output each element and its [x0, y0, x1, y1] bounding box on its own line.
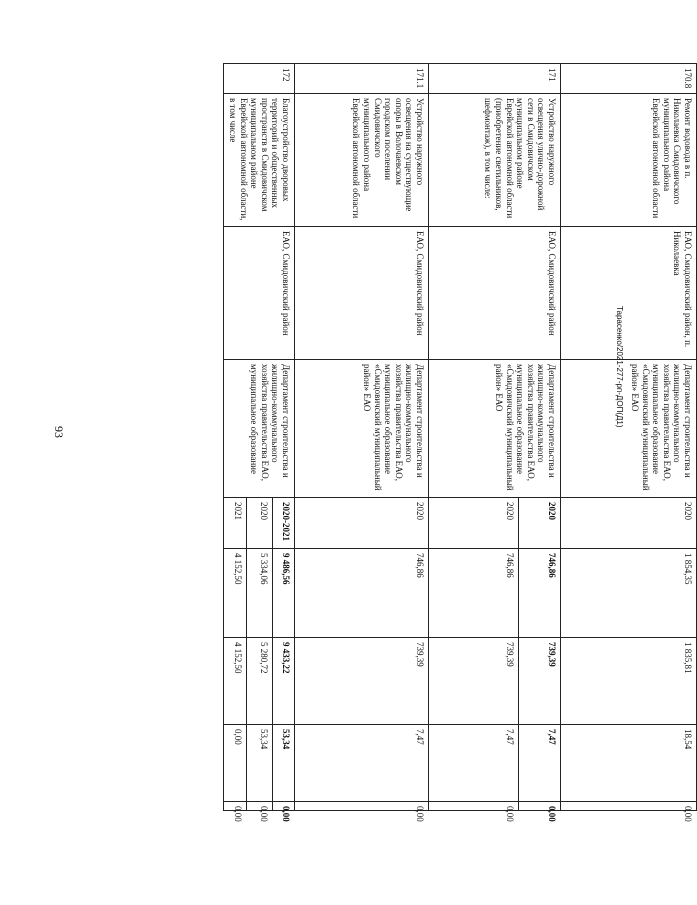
- page-number: 93: [52, 426, 66, 438]
- total-amount: 4 152,50: [224, 549, 246, 638]
- federal-amount: 739,39: [519, 638, 561, 725]
- local-amount: 0,00: [224, 802, 246, 811]
- table-row: [519, 64, 561, 811]
- federal-amount: 4 152,50: [224, 638, 246, 725]
- row-number: 171.1: [295, 64, 429, 94]
- project-years: 2020: [519, 498, 561, 549]
- row-number: 172: [224, 64, 295, 94]
- project-years: 2020: [295, 498, 429, 549]
- table-row: [295, 64, 429, 811]
- project-executor: Департамент строительства и жилищно-коммунального хозяйства правительства ЕАО, муниципальное образование: [224, 360, 295, 498]
- total-amount: 746,86: [429, 549, 519, 638]
- project-years: 2020: [429, 498, 519, 549]
- table-row: [561, 64, 697, 811]
- regional-amount: 53,34: [246, 725, 272, 802]
- project-years: 2020-2021: [272, 498, 294, 549]
- federal-amount: 9 433,22: [272, 638, 294, 725]
- local-amount: 0,00: [429, 802, 519, 811]
- project-location: ЕАО, Смидовичский район: [224, 227, 295, 360]
- total-amount: 5 334,06: [246, 549, 272, 638]
- local-amount: 0,00: [295, 802, 429, 811]
- total-amount: 9 486,56: [272, 549, 294, 638]
- project-years: 2021: [224, 498, 246, 549]
- project-name: Устройство наружного освещения на существующие опоры в Волочаевском городском поселении Смидовичского муниципального района Еврейской автономной области: [295, 94, 429, 227]
- regional-amount: 7,47: [295, 725, 429, 802]
- project-executor: Департамент строительства и жилищно-коммунального хозяйства правительства ЕАО, муниципальное образование «Смидовичский муниципальный район» ЕАО: [561, 360, 697, 498]
- project-name: Устройство наружного освещения улично-дорожной сети в Смидовичском муниципальном районе Еврейской автономной области (приобретение светильников, шефмонтаж), в том числе:: [429, 94, 561, 227]
- table-row: [272, 64, 294, 811]
- row-number: 170.8: [561, 64, 697, 94]
- total-amount: 746,86: [519, 549, 561, 638]
- project-name: Ремонт водовода в п. Николаевка Смидовичского муниципального района Еврейской автономной области: [561, 94, 697, 227]
- local-amount: 0,00: [272, 802, 294, 811]
- regional-amount: 7,47: [519, 725, 561, 802]
- total-amount: 746,86: [295, 549, 429, 638]
- budget-table: [223, 63, 697, 822]
- federal-amount: 1 835,81: [561, 638, 697, 725]
- project-location: ЕАО, Смидовичский район: [429, 227, 561, 360]
- project-executor: Департамент строительства и жилищно-коммунального хозяйства правительства ЕАО, муниципальное образование «Смидовичский муниципальный район» ЕАО: [429, 360, 561, 498]
- federal-amount: 739,39: [429, 638, 519, 725]
- total-amount: 1 854,35: [561, 549, 697, 638]
- regional-amount: 0,00: [224, 725, 246, 802]
- project-years: 2020: [246, 498, 272, 549]
- project-location: ЕАО, Смидовичский район: [295, 227, 429, 360]
- local-amount: 0,00: [561, 802, 697, 811]
- document-reference: Тарасенко/2021-277-рп-ДОП(Д1): [615, 306, 624, 428]
- federal-amount: 5 280,72: [246, 638, 272, 725]
- rotated-table-wrapper: [228, 63, 697, 822]
- project-executor: Департамент строительства и жилищно-коммунального хозяйства правительства ЕАО, муниципальное образование «Смидовичский муниципальный район» ЕАО: [295, 360, 429, 498]
- project-location: ЕАО, Смидовичский район, п. Николаевка: [561, 227, 697, 360]
- regional-amount: 7,47: [429, 725, 519, 802]
- row-number: 171: [429, 64, 561, 94]
- local-amount: 0,00: [246, 802, 272, 811]
- federal-amount: 739,39: [295, 638, 429, 725]
- local-amount: 0,00: [519, 802, 561, 811]
- project-years: 2020: [561, 498, 697, 549]
- project-name: Благоустройство дворовых территорий и общественных пространств в Смидовичском муниципальном районе Еврейской автономной области, в том числе: [224, 94, 295, 227]
- regional-amount: 53,34: [272, 725, 294, 802]
- regional-amount: 18,54: [561, 725, 697, 802]
